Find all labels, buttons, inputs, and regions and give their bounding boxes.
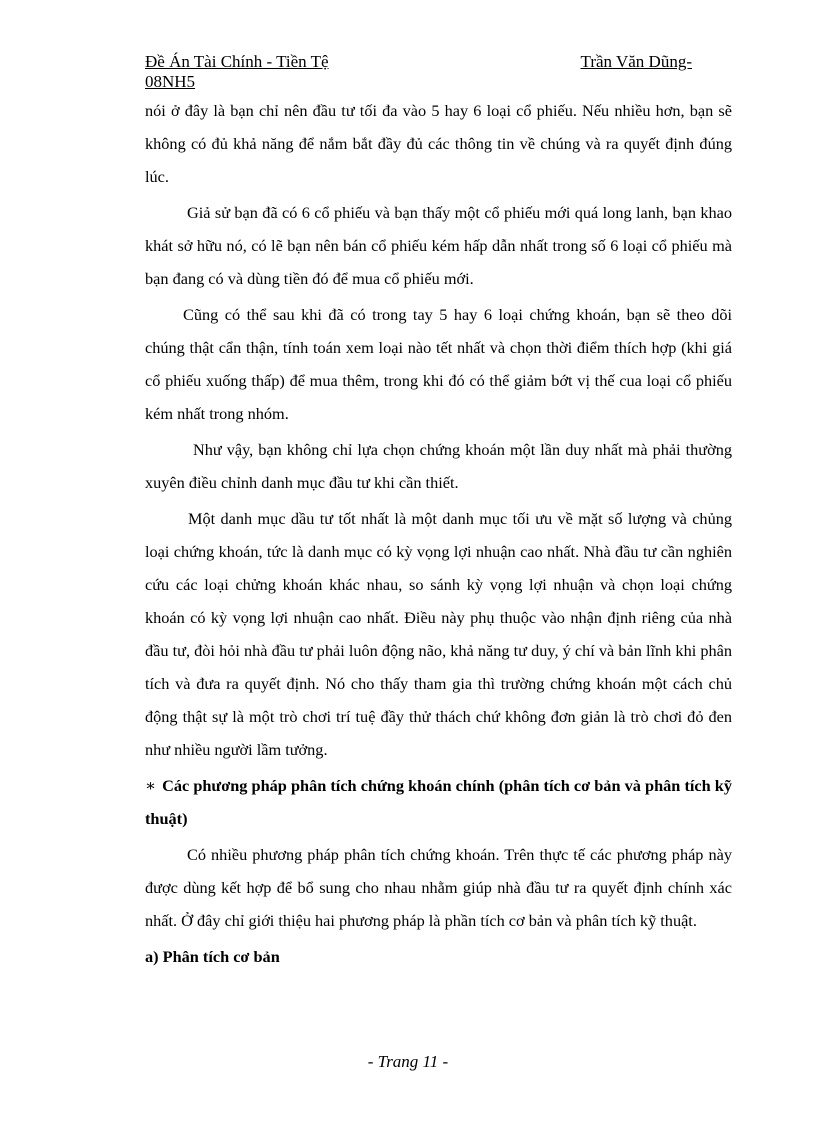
paragraph: Cũng có thể sau khi đã có trong tay 5 hay 6 loại chứng khoán, bạn sẽ theo dõi chúng thật cẩn thận, tính toán xem loại nào tết nhất và chọn thời điểm thích hợp (khi giá cổ phiếu xuống thấp) để mua thêm, trong khi đó có thể giảm bớt vị thế cua loại cổ phiếu kém nhất trong nhóm. [145,305,732,423]
section-heading-text: Các phương pháp phân tích chứng khoán chính (phân tích cơ bản và phân tích kỹ thuật) [145,776,732,828]
paragraph: Có nhiều phương pháp phân tích chứng khoán. Trên thực tế các phương pháp này được dùng kết hợp để bổ sung cho nhau nhằm giúp nhà đầu tư ra quyết định chính xác nhất. Ở đây chỉ giới thiệu hai phương pháp là phần tích cơ bản và phân tích kỹ thuật. [145,845,732,930]
paragraph: Giả sử bạn đã có 6 cổ phiếu và bạn thấy một cổ phiếu mới quá long lanh, bạn khao khát sở hữu nó, có lẽ bạn nên bán cổ phiếu kém hấp dẫn nhất trong số 6 loại cổ phiếu mà bạn đang có và dùng tiền đó để mua cổ phiếu mới. [145,203,732,288]
page-header [145,52,692,92]
bullet-icon: ∗ [145,776,157,795]
header-line [145,52,692,72]
subheading: a) Phân tích cơ bản [145,947,280,966]
paragraph: Như vậy, bạn không chỉ lựa chọn chứng khoán một lần duy nhất mà phải thường xuyên điều chỉnh danh mục đầu tư khi cần thiết. [145,440,732,492]
header-class-code: 08NH5 [145,72,196,91]
paragraph: nói ở đây là bạn chỉ nên đầu tư tối đa vào 5 hay 6 loại cổ phiếu. Nếu nhiều hơn, bạn sẽ không có đủ khả năng để nắm bắt đầy đủ các thông tin về chúng và ra quyết định đúng lúc. [145,101,732,186]
section-heading [145,769,732,835]
document-body [145,94,732,976]
header-author: Trần Văn Dũng- [580,52,692,71]
page-number: - Trang 11 - [367,1052,449,1071]
paragraph: Một danh mục dầu tư tốt nhất là một danh mục tối ưu về mặt số lượng và chủng loại chứng khoán, tức là danh mục có kỳ vọng lợi nhuận cao nhất. Nhà đầu tư cần nghiên cứu các loại chửng khoán khác nhau, so sánh kỳ vọng lợi nhuận và chọn loại chứng khoán có kỳ vọng lợi nhuận cao nhất. Điều này phụ thuộc vào nhận định riêng của nhà đầu tư, đòi hỏi nhà đầu tư phải luôn động não, khả năng tư duy, ý chí và bản lĩnh khi phân tích và đưa ra quyết định. Nó cho thấy tham gia thì trường chứng khoán một cách chủ động thật sự là một trò chơi trí tuệ đầy thử thách chứ không đơn giản là trò chơi đỏ đen như nhiều người lầm tưởng. [145,509,732,759]
header-title: Đề Án Tài Chính - Tiền Tệ [145,52,329,71]
